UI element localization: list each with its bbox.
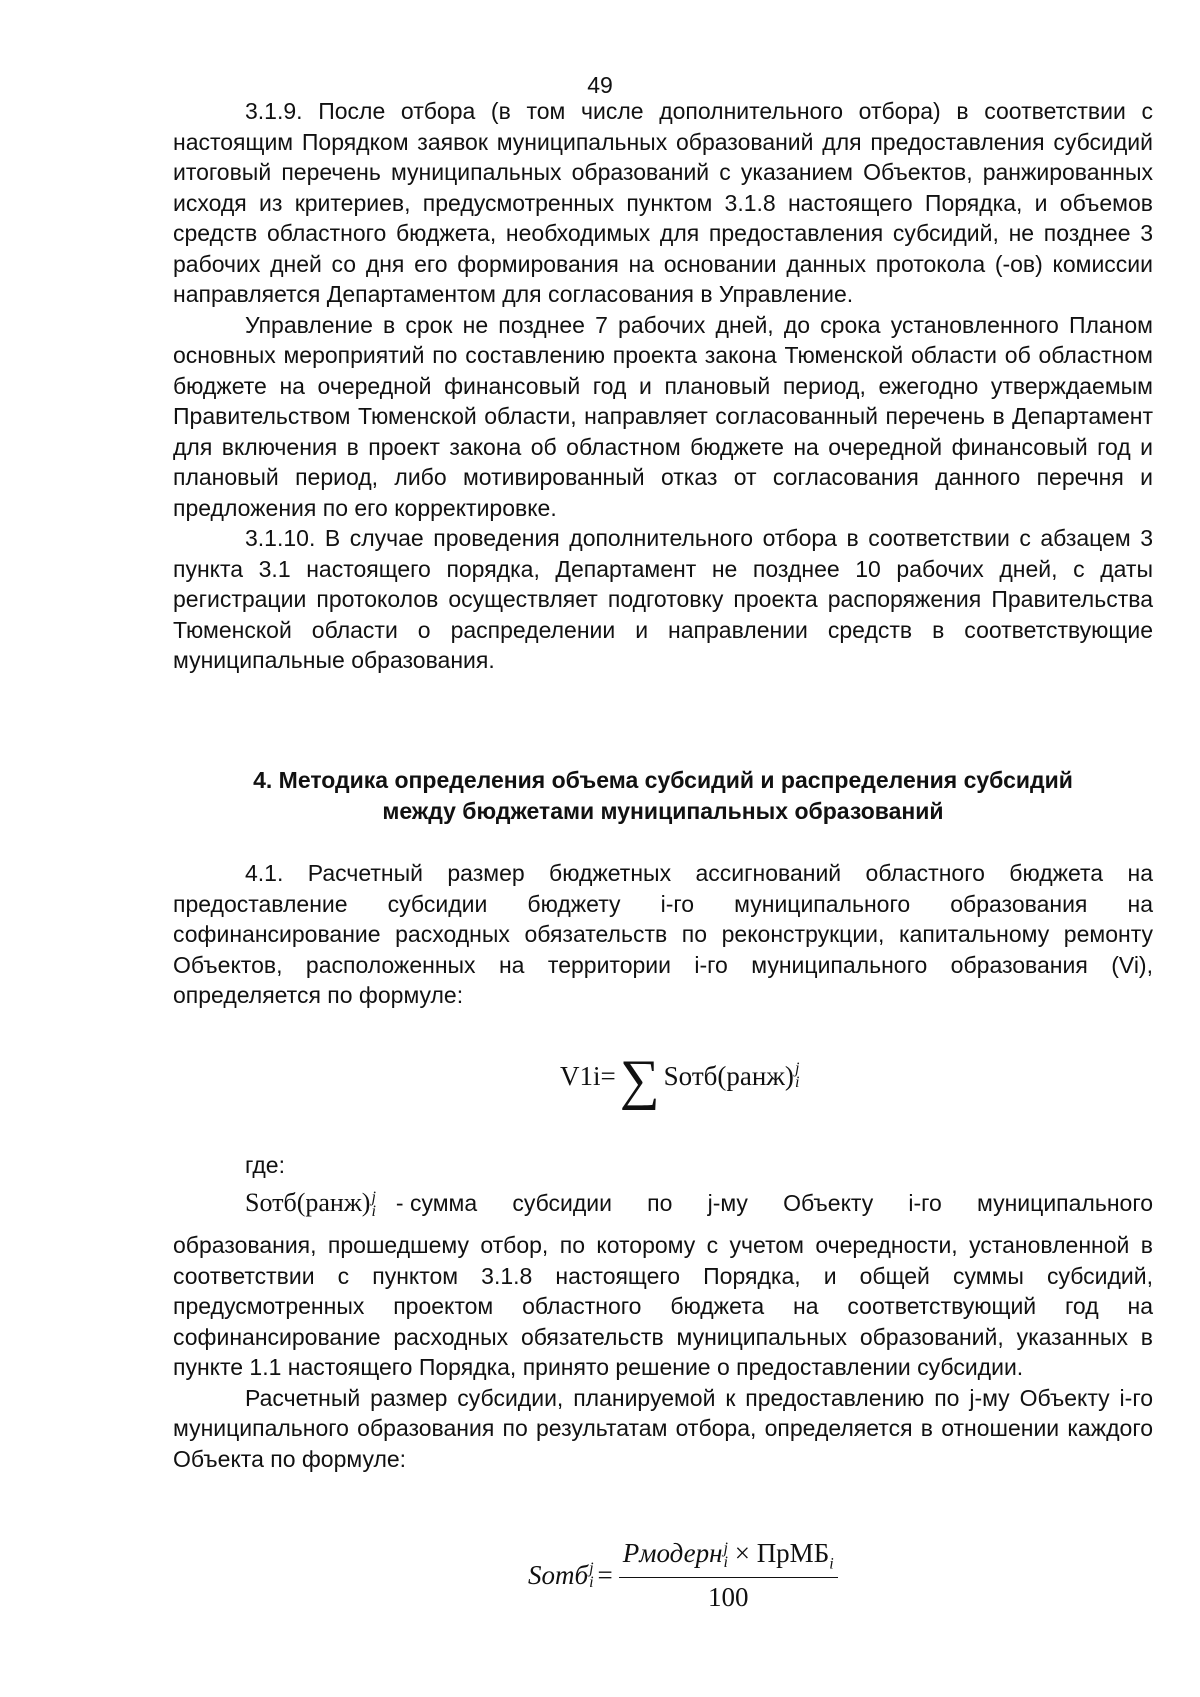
- definition-term-indices: [371, 1191, 375, 1219]
- formula-sotb-num-sub2: i: [829, 1555, 834, 1573]
- formula-sotb-num-sup: j: [723, 1539, 728, 1557]
- paragraph-calc: Расчетный размер субсидии, планируемой к предоставлению по j-му Объекту i-го муниципального образования по результатам отбора, определяется в отношении каждого Объекта по формуле:: [173, 1384, 1153, 1472]
- multiply-sign: ×: [734, 1538, 750, 1568]
- definition-continuation: образования, прошедшему отбор, по которому с учетом очередности, установленной в соответствии с пунктом 3.1.8 настоящего Порядка, и общей суммы субсидий, предусмотренных проектом областного бюджета на соответствующий год на софинансирование расходных обязательств муниципальных образований, указанных в пункте 1.1 настоящего Порядка, принято решение о предоставлении субсидии.: [173, 1232, 1153, 1380]
- definition-first-line: [173, 1188, 1153, 1219]
- paragraph-3-1-10: 3.1.10. В случае проведения дополнительного отбора в соответствии с абзацем 3 пункта 3.1 настоящего порядка, Департамент не позднее 10 рабочих дней, с даты регистрации протоколов осуществляет подготовку проекта распоряжения Правительства Тюменской области о распределении и направлении средств в соответствующие муниципальные образования.: [173, 525, 1153, 673]
- section-heading-line1: 4. Методика определения объема субсидий и распределения субсидий: [253, 767, 1073, 793]
- formula-sotb-denominator: 100: [707, 1582, 749, 1613]
- formula-v1i: [560, 1048, 800, 1111]
- where-label: где:: [245, 1152, 285, 1178]
- formula-sotb-equals: =: [597, 1560, 613, 1591]
- body-definition: [173, 1230, 1153, 1474]
- definition-term-text: Sотб(ранж): [245, 1188, 371, 1217]
- formula-sotb-num-term: Рмодерн: [622, 1538, 723, 1568]
- formula-sotb-num-term2: ПрМБ: [756, 1538, 830, 1568]
- formula-v1i-sub: i: [794, 1074, 800, 1091]
- definition-word: i-го: [908, 1190, 942, 1217]
- formula-sotb-fraction: [619, 1538, 838, 1613]
- formula-sotb-lhs: Sотб: [528, 1560, 589, 1591]
- page-number: 49: [587, 72, 613, 98]
- paragraph-4-1: 4.1. Расчетный размер бюджетных ассигнований областного бюджета на предоставление субсидии бюджету i-го муниципального образования на софинансирование расходных обязательств по реконструкции, капитальному ремонту Объектов, расположенных на территории i-го муниципального образования (Vi), определяется по формуле:: [173, 860, 1153, 1008]
- paragraph-3-1-9: 3.1.9. После отбора (в том числе дополнительного отбора) в соответствии с настоящим Порядком заявок муниципальных образований для предоставления субсидий итоговый перечень муниципальных образований с указанием Объектов, ранжированных исходя из критериев, предусмотренных пунктом 3.1.8 настоящего Порядка, и объемов средств областного бюджета, необходимых для предоставления субсидий, не позднее 3 рабочих дней со дня его формирования на основании данных протокола (-ов) комиссии направляется Департаментом для согласования в Управление.: [173, 98, 1153, 307]
- formula-v1i-indices: [795, 1062, 799, 1090]
- formula-sotb-num-sub: i: [723, 1553, 728, 1571]
- definition-word: j-му: [707, 1190, 748, 1217]
- formula-sotb-lhs-sup: j: [589, 1559, 594, 1577]
- definition-term-sub: i: [371, 1203, 376, 1221]
- definition-word: по: [647, 1190, 673, 1217]
- formula-v1i-lhs: V1i=: [560, 1060, 616, 1091]
- formula-v1i-sup: j: [794, 1060, 800, 1077]
- formula-sotb-lhs-sub: i: [589, 1573, 594, 1591]
- definition-word: Объекту: [783, 1190, 874, 1217]
- formula-v1i-term: Sотб(ранж): [663, 1060, 794, 1091]
- definition-term: [245, 1188, 376, 1219]
- body-top: [173, 96, 1153, 676]
- section-heading-line2: между бюджетами муниципальных образований: [382, 798, 944, 824]
- formula-sotb-num-indices: [723, 1539, 728, 1571]
- formula-sotb: [528, 1538, 838, 1613]
- definition-word: - сумма: [395, 1190, 478, 1217]
- definition-term-sup: j: [371, 1189, 376, 1207]
- definition-word: муниципального: [977, 1190, 1153, 1217]
- paragraph-approval: Управление в срок не позднее 7 рабочих дней, до срока установленного Планом основных мероприятий по составлению проекта закона Тюменской области об областном бюджете на очередной финансовый год и плановый период, ежегодно утверждаемым Правительством Тюменской области, направляет согласованный перечень в Департамент для включения в проект закона об областном бюджете на очередной финансовый год и плановый период, либо мотивированный отказ от согласования данного перечня и предложения по его корректировке.: [173, 311, 1153, 521]
- formula-sotb-lhs-indices: [589, 1559, 594, 1591]
- definition-first-line-text: [396, 1190, 1153, 1217]
- body-4-1: [173, 858, 1153, 1011]
- sum-symbol: ∑: [619, 1049, 660, 1111]
- section-heading: [173, 765, 1153, 827]
- definition-word: субсидии: [512, 1190, 612, 1217]
- formula-sotb-numerator: [619, 1538, 838, 1578]
